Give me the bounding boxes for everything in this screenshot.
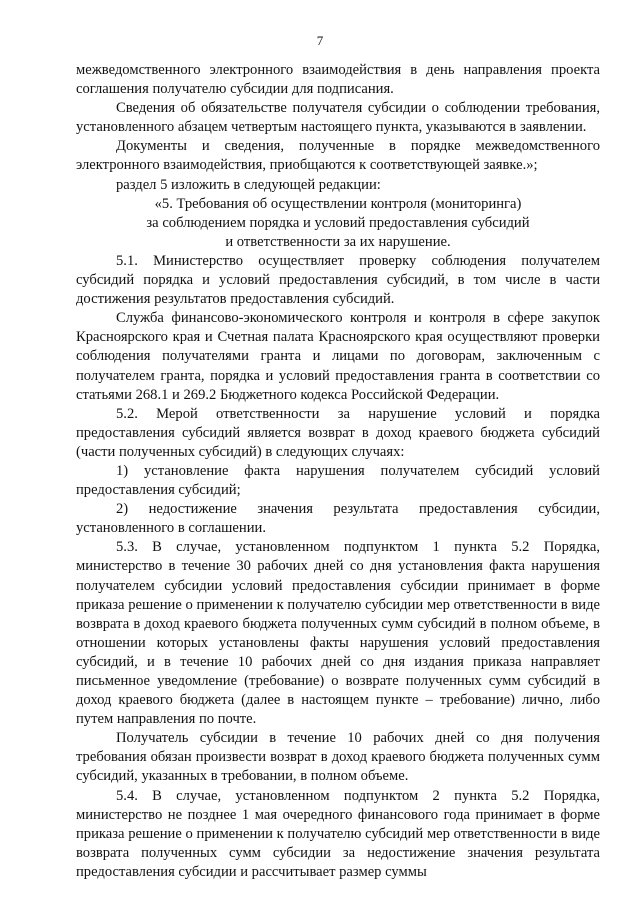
section-heading-line: «5. Требования об осуществлении контроля (мониторинга) — [154, 195, 522, 212]
document-body — [76, 61, 600, 882]
document-paragraph: 5.1. Министерство осуществляет проверку соблюдения получателем субсидий порядка и условий предоставления субсидий, в том числе в части достижения результатов предоставления субсидий. — [76, 252, 600, 308]
document-paragraph: 5.4. В случае, установленном подпунктом 2 пункта 5.2 Порядка, министерство не позднее 1 мая очередного финансового года принимает в форме приказа решение о применении к получателю субсидий мер ответственности в виде возврата полученных сумм субсидии за недостижение значения результата предоставления субсидии и рассчитывает размер суммы — [76, 787, 600, 880]
document-paragraph: межведомственного электронного взаимодействия в день направления проекта соглашения получателю субсидии для подписания. — [76, 62, 600, 98]
document-paragraph: 5.3. В случае, установленном подпунктом 1 пункта 5.2 Порядка, министерство в течение 30 рабочих дней со дня установления факта нарушения получателем субсидии условий предоставления субсидии принимает в форме приказа решение о применении к получателю субсидии мер ответственности в виде возврата в доход краевого бюджета полученных сумм субсидий в полном объеме, в отношении которых установлены факты нарушения условий предоставления субсидий, и в течение 10 рабочих дней со дня издания приказа направляет письменное уведомление (требование) о возврате полученных сумм субсидий в доход краевого бюджета (далее в настоящем пункте – требование) лично, либо путем направления по почте. — [76, 539, 600, 728]
document-paragraph: раздел 5 изложить в следующей редакции: — [116, 176, 381, 193]
document-paragraph: 5.2. Мерой ответственности за нарушение условий и порядка предоставления субсидий является возврат в доход краевого бюджета субсидий (части полученных субсидий) в следующих случаях: — [76, 405, 600, 460]
document-paragraph: Документы и сведения, полученные в порядке межведомственного электронного взаимодействия, приобщаются к соответствующей заявке.»; — [76, 138, 600, 174]
document-paragraph: Служба финансово-экономического контроля и контроля в сфере закупок Красноярского края и Счетная палата Красноярского края осуществляют проверки соблюдения получателями гранта и лицами по договорам, заключенным с получателем гранта, порядка и условий предоставления гранта в соответствии со статьями 268.1 и 269.2 Бюджетного кодекса Российской Федерации. — [76, 310, 600, 403]
page-number: 7 — [316, 33, 324, 48]
document-paragraph: Сведения об обязательстве получателя субсидии о соблюдении требования, установленного абзацем четвертым настоящего пункта, указываются в заявлении. — [76, 100, 600, 136]
section-heading-line: за соблюдением порядка и условий предоставления субсидий — [146, 214, 530, 231]
document-paragraph: Получатель субсидии в течение 10 рабочих дней со дня получения требования обязан произвести возврат в доход краевого бюджета полученных сумм субсидий, указанных в требовании, в полном объеме. — [76, 730, 600, 785]
document-paragraph: 1) установление факта нарушения получателем субсидий условий предоставления субсидий; — [76, 462, 600, 499]
section-heading-line: и ответственности за их нарушение. — [225, 233, 451, 250]
document-paragraph: 2) недостижение значения результата предоставления субсидии, установленного в соглашении. — [76, 501, 600, 537]
